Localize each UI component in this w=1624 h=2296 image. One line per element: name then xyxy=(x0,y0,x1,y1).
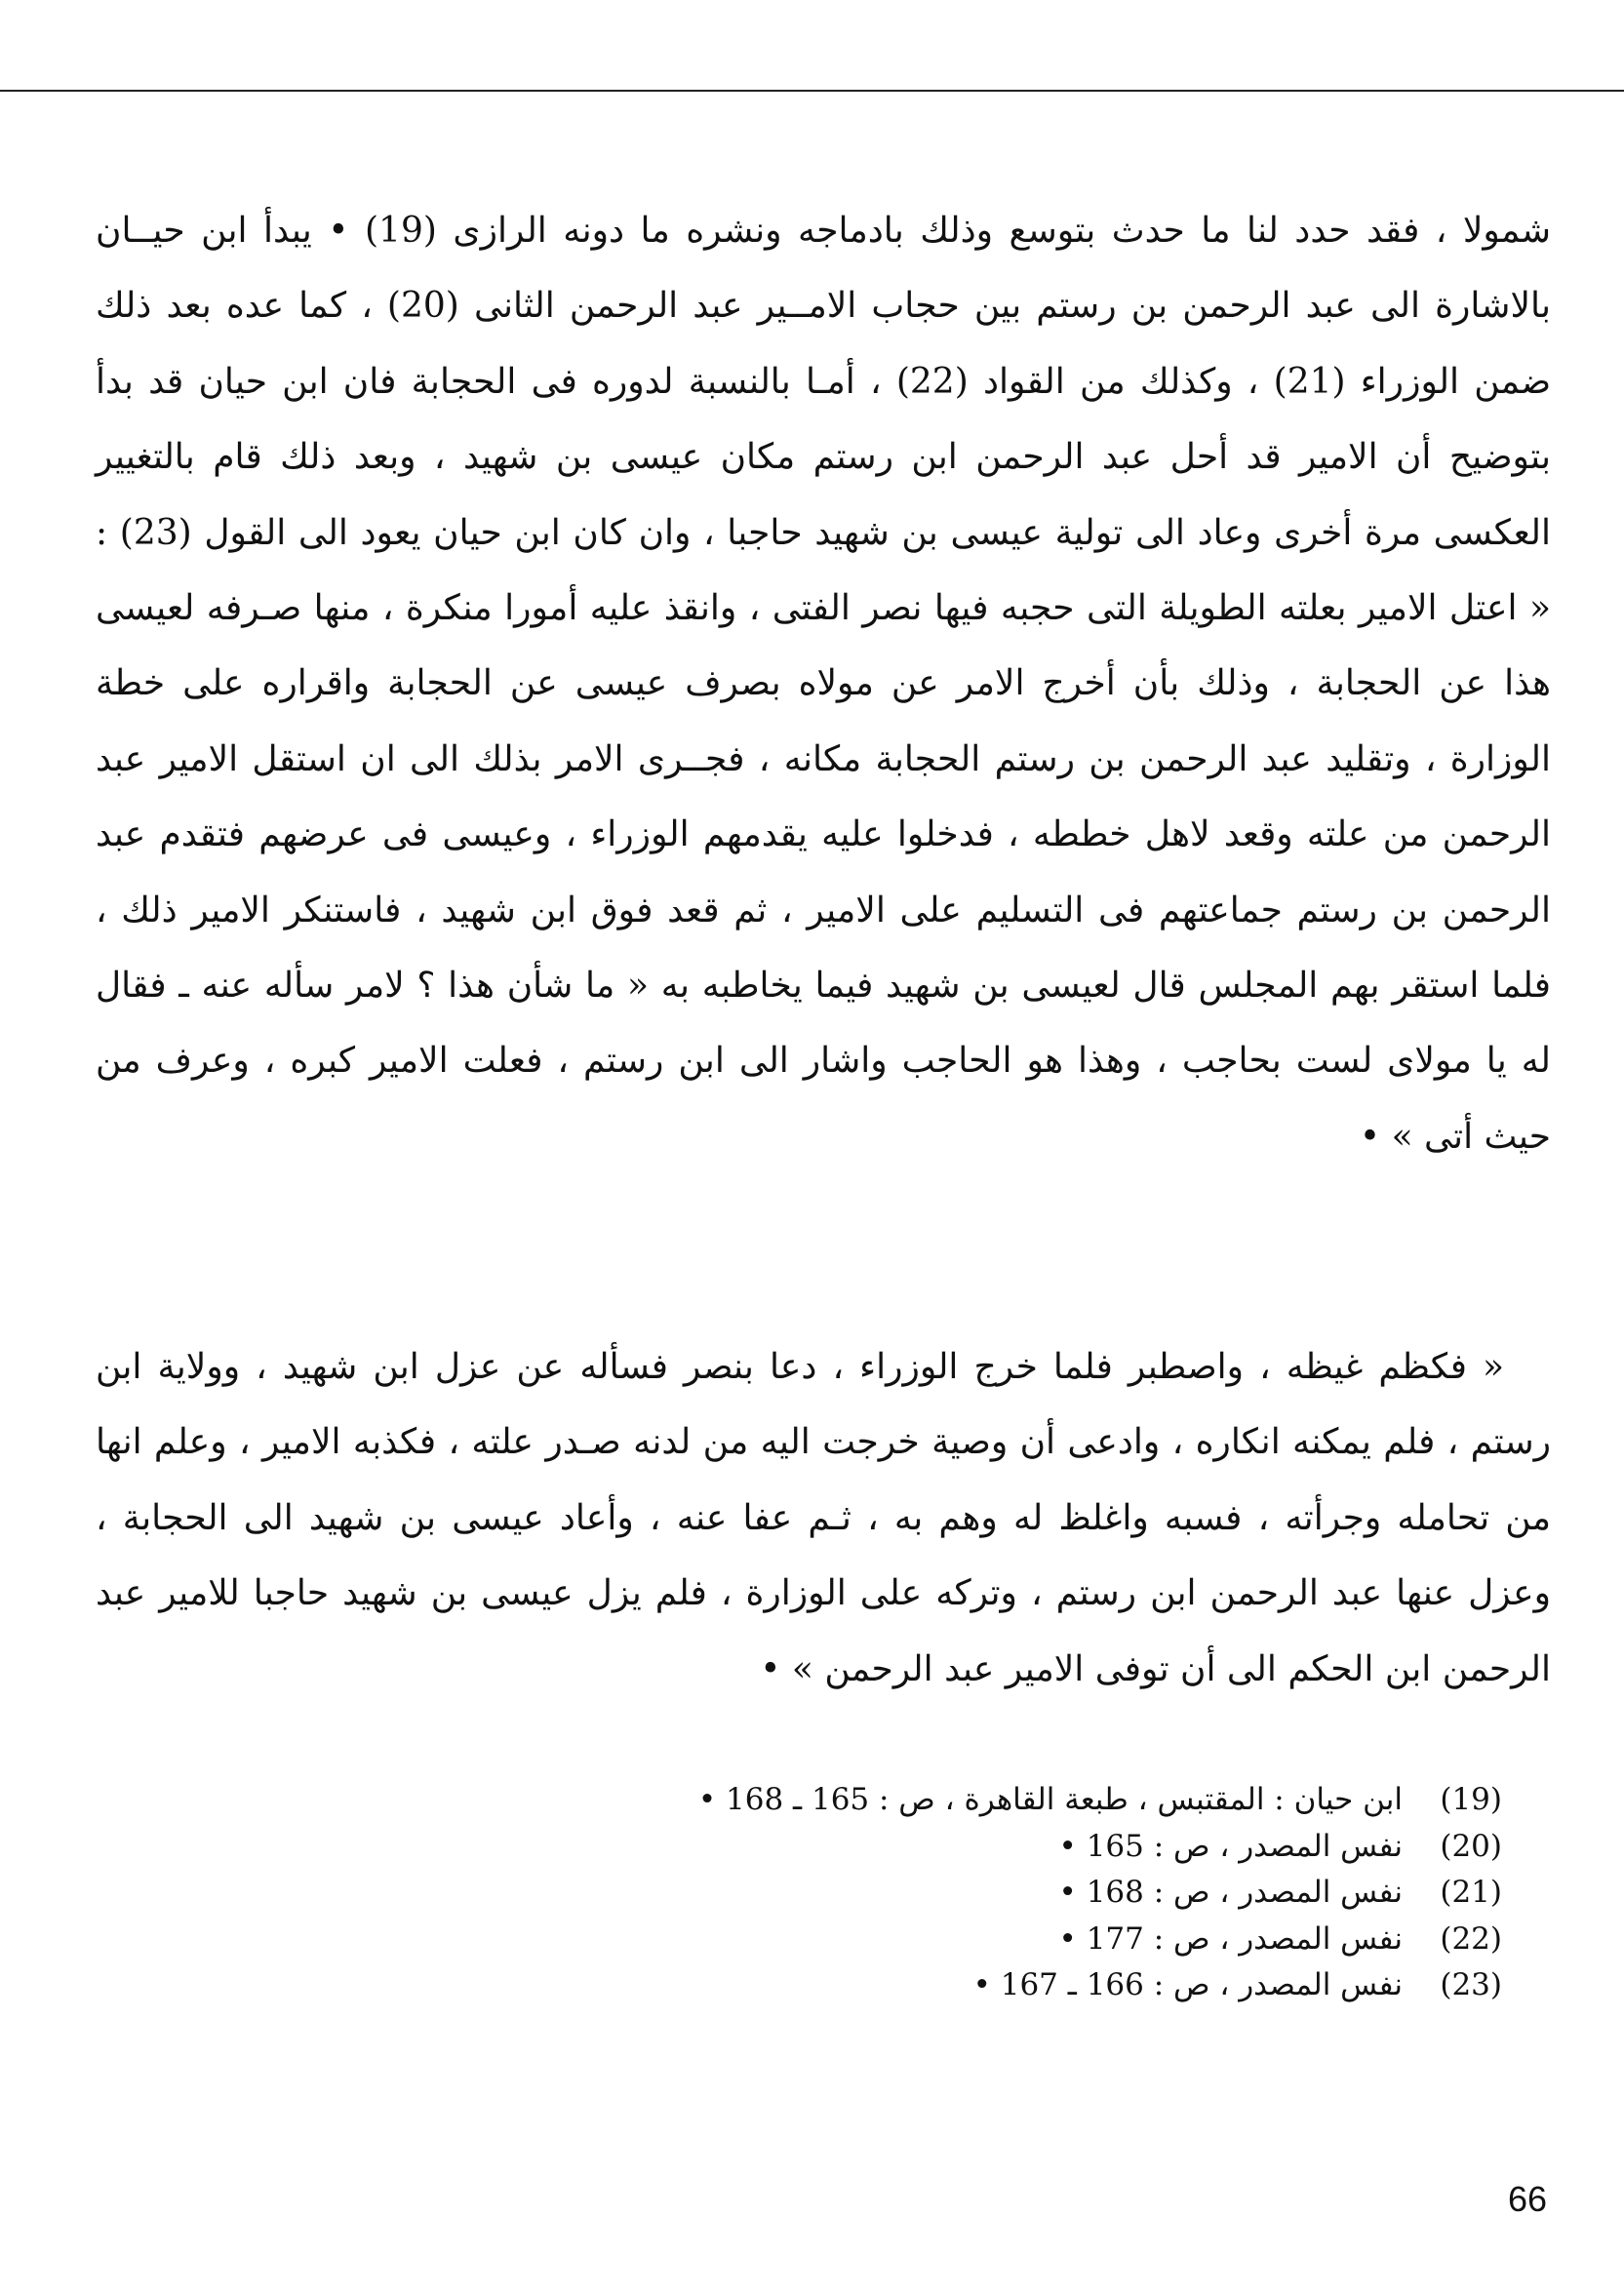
footnote-number: (23) xyxy=(1440,1967,1502,2002)
paragraph-1: شمولا ، فقد حدد لنا ما حدث بتوسع وذلك بادماجه ونشره ما دونه الرازى (19) • يبدأ ابن حيــان بالاشارة الى عبد الرحمن بن رستم بين حجاب الامــير عبد الرحمن الثانى (20) ، كما عده بعد ذلك ضمن الوزراء (21) ، وكذلك من القواد (22) ، أمـا بالنسبة لدوره فى الحجابة فان ابن حيان قد بدأ بتوضيح أن الامير قد أحل عبد الرحمن ابن رستم مكان عيسى بن شهيد ، وبعد ذلك قام بالتغيير العكسى مرة أخرى وعاد الى تولية عيسى بن شهيد حاجبا ، وان كان ابن حيان يعود الى القول (23) : « اعتل الامير بعلته الطويلة التى حجبه فيها نصر الفتى ، وانقذ عليه أمورا منكرة ، منها صـرفه لعيسى هذا عن الحجابة ، وذلك بأن أخرج الامر عن مولاه بصرف عيسى عن الحجابة واقراره على خطة الوزارة ، وتقليد عبد الرحمن بن رستم الحجابة مكانه ، فجــرى الامر بذلك الى ان استقل الامير عبد الرحمن من علته وقعد لاهل خططه ، فدخلوا عليه يقدمهم الوزراء ، وعيسى فى عرضهم فتقدم عبد الرحمن بن رستم جماعتهم فى التسليم على الامير ، ثم قعد فوق ابن شهيد ، فاستنكر الامير ذلك ، فلما استقر بهم المجلس قال لعيسى بن شهيد فيما يخاطبه به « ما شأن هذا ؟ لامر سأله عنه ـ فقال له يا مولاى لست بحاجب ، وهذا هو الحاجب واشار الى ابن رستم ، فعلت الامير كبره ، وعرف من حيث أتى » • xyxy=(96,211,1552,1157)
footnote-number: (22) xyxy=(1440,1920,1502,1957)
footnote-number: (19) xyxy=(1440,1782,1502,1817)
main-text xyxy=(96,193,1551,1707)
footnote-text: ابن حيان : المقتبس ، طبعة القاهرة ، ص : 165 ـ 168 • xyxy=(697,1782,1403,1817)
footnote-number: (21) xyxy=(1440,1875,1502,1910)
footnotes xyxy=(429,1777,1502,2009)
footnote-22 xyxy=(429,1917,1502,1963)
footnote-19 xyxy=(429,1777,1502,1824)
footnote-text: نفس المصدر ، ص : 166 ـ 167 • xyxy=(972,1967,1403,2002)
footnote-21 xyxy=(429,1870,1502,1917)
footnote-text: نفس المصدر ، ص : 168 • xyxy=(1058,1875,1403,1910)
footnote-text: نفس المصدر ، ص : 177 • xyxy=(1058,1920,1403,1957)
top-rule xyxy=(0,90,1624,92)
footnote-text: نفس المصدر ، ص : 165 • xyxy=(1058,1828,1403,1864)
footnote-number: (20) xyxy=(1440,1828,1502,1864)
footnote-20 xyxy=(429,1824,1502,1871)
paragraph-2: « فكظم غيظه ، واصطبر فلما خرج الوزراء ، دعا بنصر فسأله عن عزل ابن شهيد ، وولاية ابن رستم ، فلم يمكنه انكاره ، وادعى أن وصية خرجت اليه من لدنه صـدر علته ، فكذبه الامير ، وعلم انها من تحامله وجرأته ، فسبه واغلظ له وهم به ، ثـم عفا عنه ، وأعاد عيسى بن شهيد الى الحجابة ، وعزل عنها عبد الرحمن ابن رستم ، وتركه على الوزارة ، فلم يزل عيسى بن شهيد حاجبا للامير عبد الرحمن ابن الحكم الى أن توفى الامير عبد الرحمن » • xyxy=(96,1347,1552,1689)
page-number: 66 xyxy=(1508,2179,1548,2219)
footnote-23 xyxy=(429,1962,1502,2009)
